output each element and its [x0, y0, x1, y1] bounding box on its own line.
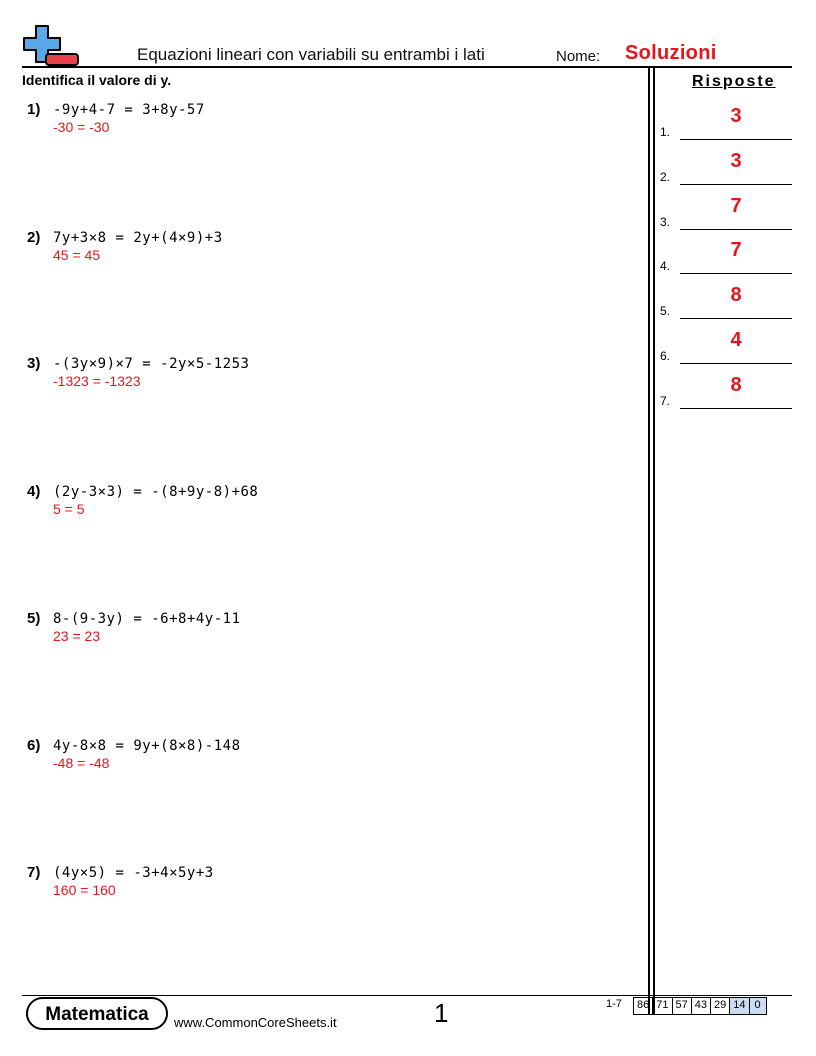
- problem-number: 1): [27, 101, 41, 118]
- score-percent-table: [633, 997, 767, 1015]
- column-divider-left: [648, 67, 650, 1015]
- instructions: Identifica il valore di y.: [22, 72, 172, 88]
- footer-divider: [22, 995, 792, 996]
- answer-label: 6.: [660, 349, 671, 363]
- brand-label: Matematica: [45, 1004, 149, 1025]
- problem-number: 4): [27, 483, 41, 500]
- problem-equation: -9y+4-7 = 3+8y-57: [53, 102, 205, 118]
- answer-line: [680, 139, 792, 140]
- problem-range: 1-7: [606, 998, 622, 1010]
- answer-label: 3.: [660, 215, 671, 229]
- score-percent-cell: 14: [729, 998, 748, 1014]
- answer-line: [680, 273, 792, 274]
- problem-equation: 8-(9-3y) = -6+8+4y-11: [53, 611, 241, 627]
- problem-number: 6): [27, 737, 41, 754]
- problem-check: 45 = 45: [53, 247, 101, 263]
- answer-row-4: [660, 239, 792, 275]
- answer-line: [680, 408, 792, 409]
- problem-check: 23 = 23: [53, 628, 101, 644]
- answer-value: 8: [730, 374, 742, 396]
- answer-row-7: [660, 374, 792, 410]
- answer-line: [680, 363, 792, 364]
- answer-value: 3: [730, 105, 742, 127]
- problem-number: 2): [27, 229, 41, 246]
- plus-minus-logo-icon: [22, 24, 80, 68]
- problem-equation: (2y-3×3) = -(8+9y-8)+68: [53, 484, 259, 500]
- answer-line: [680, 318, 792, 319]
- page-number: 1: [434, 998, 449, 1028]
- problem-equation: (4y×5) = -3+4×5y+3: [53, 865, 214, 881]
- answer-value: 4: [730, 329, 742, 351]
- answer-row-2: [660, 150, 792, 186]
- header-divider: [22, 66, 792, 68]
- problem-equation: -(3y×9)×7 = -2y×5-1253: [53, 356, 250, 372]
- answer-label: 1.: [660, 125, 671, 139]
- answer-label: 5.: [660, 304, 671, 318]
- score-percent-cell: 43: [691, 998, 710, 1014]
- answer-value: 7: [730, 239, 742, 261]
- problem-equation: 4y-8×8 = 9y+(8×8)-148: [53, 738, 241, 754]
- problem-equation: 7y+3×8 = 2y+(4×9)+3: [53, 230, 223, 246]
- answer-label: 2.: [660, 170, 671, 184]
- problem-check: 5 = 5: [53, 501, 85, 517]
- score-percent-cell: 86: [637, 999, 650, 1011]
- answer-row-5: [660, 284, 792, 320]
- answer-label: 7.: [660, 394, 671, 408]
- answer-row-6: [660, 329, 792, 365]
- answer-row-3: [660, 195, 792, 231]
- problem-check: 160 = 160: [53, 882, 116, 898]
- column-divider-right: [653, 67, 655, 1015]
- answer-row-1: [660, 105, 792, 141]
- score-percent-cell: 0: [749, 998, 766, 1014]
- name-value: Soluzioni: [625, 42, 717, 64]
- problem-check: -48 = -48: [53, 755, 110, 771]
- answer-line: [680, 184, 792, 185]
- name-label: Nome:: [556, 48, 601, 65]
- problem-check: -30 = -30: [53, 119, 110, 135]
- answer-value: 8: [730, 284, 742, 306]
- problem-number: 5): [27, 610, 41, 627]
- problem-number: 7): [27, 864, 41, 881]
- worksheet-title: Equazioni lineari con variabili su entrambi i lati: [137, 45, 485, 64]
- score-percent-cell: 29: [710, 998, 729, 1014]
- answer-line: [680, 229, 792, 230]
- answers-header: Risposte: [692, 73, 776, 90]
- answer-value: 7: [730, 195, 742, 217]
- score-percent-cell: 57: [672, 998, 691, 1014]
- problem-check: -1323 = -1323: [53, 373, 141, 389]
- answer-value: 3: [730, 150, 742, 172]
- brand-badge: [26, 997, 168, 1030]
- problem-number: 3): [27, 355, 41, 372]
- site-url: www.CommonCoreSheets.it: [174, 1015, 337, 1030]
- answer-label: 4.: [660, 259, 671, 273]
- score-percent-cell: 71: [652, 998, 671, 1014]
